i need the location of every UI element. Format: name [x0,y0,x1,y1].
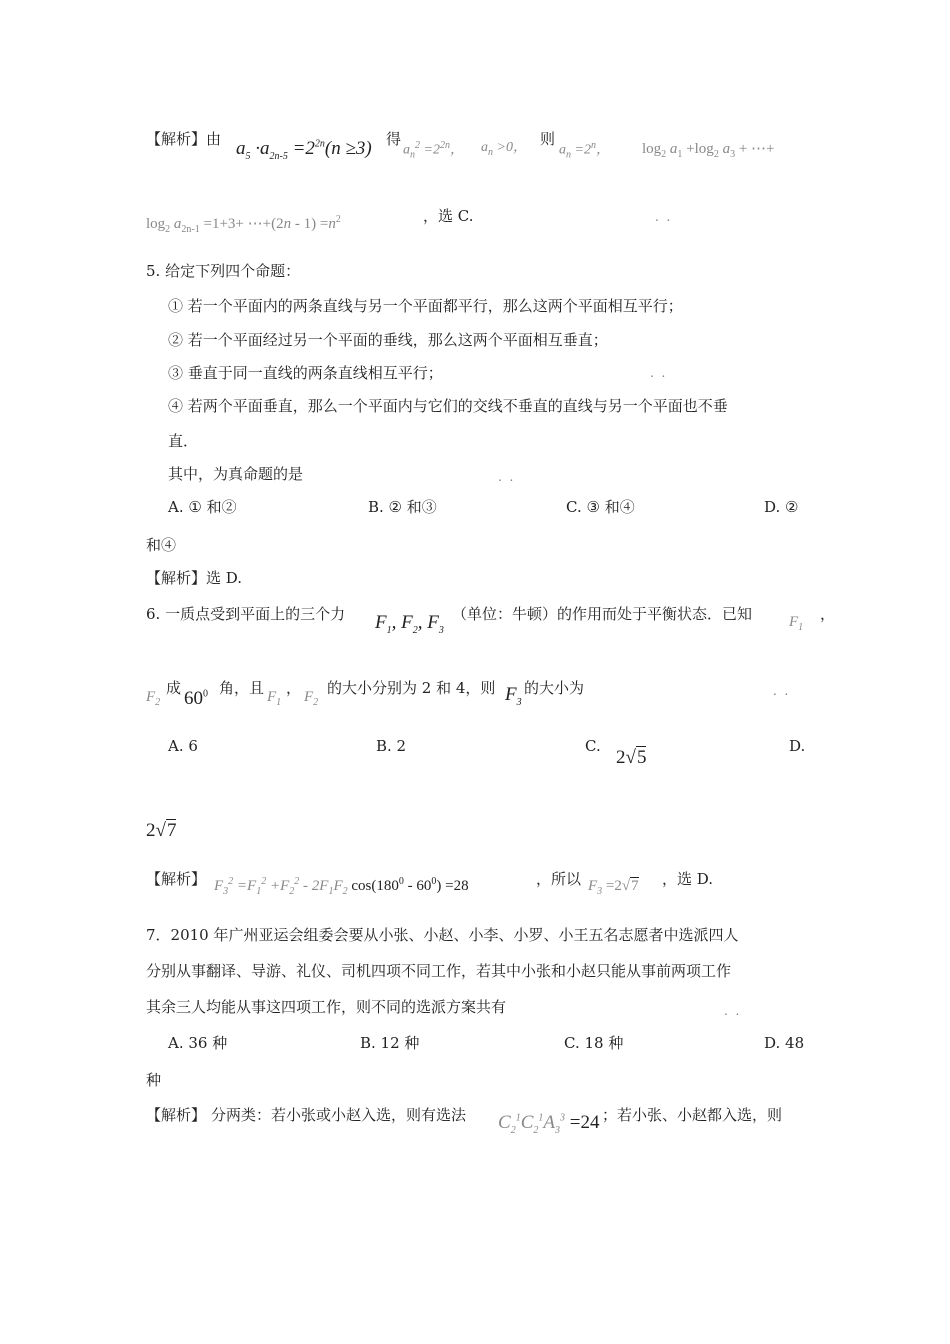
q7-solution-formula: $C_2^1C_2^1A_3^3 =24$ [498,1112,600,1136]
q6-f2: $F_2$ [146,689,161,708]
q6-forces: $F_1$, $F_2$, $F_3$ [375,612,444,636]
q5-option-d[interactable]: D. ② [764,498,799,516]
formula-an-pos: $a_n >0$， [481,140,527,158]
q6-f2b: $F_2$ [304,689,319,708]
q5-prop-4: ④ 若两个平面垂直，那么一个平面内与它们的交线不垂直的直线与另一个平面也不垂 [168,397,728,415]
q5-solution: 【解析】选 D. [146,569,243,587]
q7-option-b[interactable]: B. 12 种 [360,1034,420,1052]
q6-angle: $60^0$ [184,688,208,709]
q5-option-b[interactable]: B. ② 和③ [368,498,437,516]
q6-option-b[interactable]: B. 2 [376,737,407,755]
q5-option-a[interactable]: A. ① 和② [168,498,237,516]
q6-option-a[interactable]: A. 6 [168,737,198,755]
q6-f1: $F_1$ [789,614,804,633]
q6-f1b: $F_1$ [267,689,282,708]
q5-ask: 其中，为真命题的是 [168,465,304,483]
formula-an2: $a_n^2 =2^{2n}$， [403,140,464,161]
q6-size: 的大小分别为 2 和 4，则 [327,679,496,697]
q6-stem: 6. 一质点受到平面上的三个力 [146,605,346,623]
q6-option-c[interactable]: C. [585,737,601,755]
q6-f3: $F_3$ [505,684,522,708]
q5-option-d-cont: 和④ [146,536,177,554]
formula-log-result: $\log_2 a_{2n-1} =1+3+$ ⋯+(2n - $1) =n^2$ [146,214,341,235]
q7-line-2: 分别从事翻译、导游、礼仪、司机四项不同工作，若其中小张和小赵只能从事前两项工作 [146,962,732,980]
formula-log-sum: $\log_2 a_1 +\log_2$ $a_3$ + ⋯+ [642,141,775,160]
q6-unit: （单位：牛顿）的作用而处于平衡状态．已知 [452,605,753,623]
q6-option-c-value: 2√5 [616,747,647,768]
solution-4-line-1: 【解析】由 [146,130,222,148]
q5-option-c[interactable]: C. ③ 和④ [566,498,635,516]
q6-size2: 的大小为 [524,679,585,697]
q7-line-3: 其余三人均能从事这四项工作，则不同的选派方案共有 [146,998,507,1016]
q7-solution-text-1: 分两类：若小张或小赵入选，则有选法 [211,1106,467,1124]
solution-label: 【解析】 [146,130,207,148]
q5-prop-4-cont: 直． [168,432,199,450]
q7-line-1: 7．2010 年广州亚运会组委会要从小张、小赵、小李、小罗、小王五名志愿者中选派四人 [146,926,739,944]
q5-prop-1: ① 若一个平面内的两条直线与另一个平面都平行，那么这两个平面相互平行； [168,297,683,315]
q7-option-d[interactable]: D. 48 [764,1034,805,1052]
q6-option-d[interactable]: D. [789,737,806,755]
q5-prop-3: ③ 垂直于同一直线的两条直线相互平行； [168,364,443,382]
q6-solution-label: 【解析】 [146,870,207,888]
q7-solution-label: 【解析】 [146,1106,207,1124]
q7-solution-text-2: ；若小张、小赵都入选，则 [602,1106,783,1124]
q6-solution-formula: $F_3^2 =F_1^2 +F_2^2 - 2F_1F_2$ $\cos(180^0 - 60^0) =28$ [214,876,469,897]
q7-option-d-cont: 种 [146,1071,162,1089]
formula-a5-a2n5: $a_5 \cdot a_{2n-5} =2^{2n}(n \ge 3)$ [236,138,372,162]
q6-solution-formula-2: $F_3 =2√7$ [588,878,639,897]
q7-option-c[interactable]: C. 18 种 [564,1034,624,1052]
q5-prop-2: ② 若一个平面经过另一个平面的垂线，那么这两个平面相互垂直； [168,331,608,349]
q7-option-a[interactable]: A. 36 种 [168,1034,228,1052]
formula-an: $a_n =2^n$， [559,140,610,161]
q6-option-d-value: 2√7 [146,820,177,841]
q5-stem: 5. 给定下列四个命题： [146,262,301,280]
